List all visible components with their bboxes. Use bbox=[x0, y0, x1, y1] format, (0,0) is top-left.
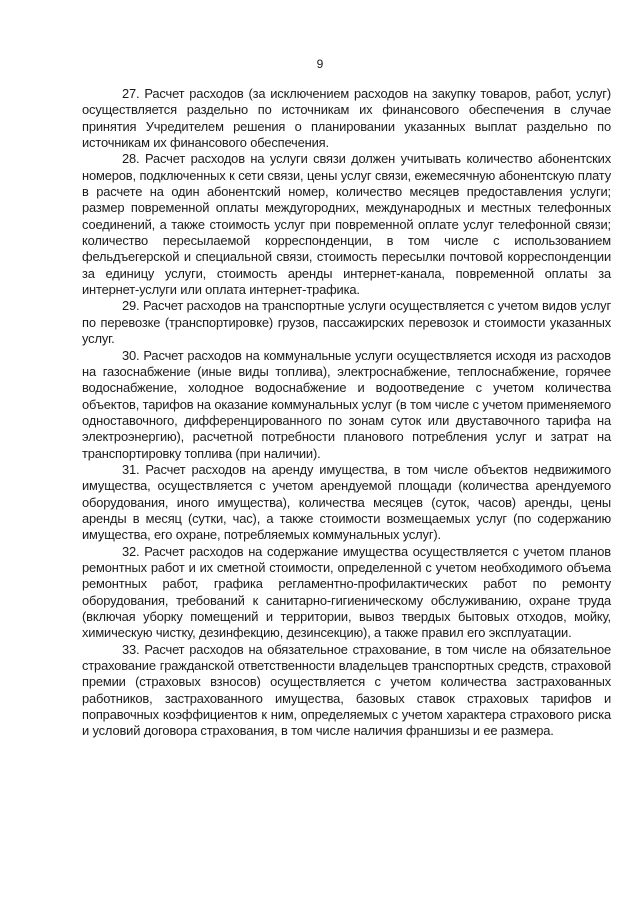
paragraph-27: 27. Расчет расходов (за исключением расходов на закупку товаров, работ, услуг) осуществляется раздельно по источникам их финансового обеспечения в случае принятия Учредителем решения о планировании указанных выплат раздельно по источникам их финансового обеспечения. bbox=[82, 86, 611, 151]
paragraph-31: 31. Расчет расходов на аренду имущества, в том числе объектов недвижимого имущества, осуществляется с учетом арендуемой площади (количества арендуемого оборудования, иного имущества), количества месяцев (суток, часов) аренды, цены аренды в месяц (сутки, час), а также стоимости возмещаемых услуг (по содержанию имущества, его охране, потребляемых коммунальных услуг). bbox=[82, 461, 611, 543]
paragraph-30: 30. Расчет расходов на коммунальные услуги осуществляется исходя из расходов на газоснабжение (иные виды топлива), электроснабжение, теплоснабжение, горячее водоснабжение, холодное водоснабжение и водоотведение с учетом количества объектов, тарифов на оказание коммунальных услуг (в том числе с учетом применяемого одноставочного, дифференцированного по зонам суток или двуставочного тарифа на электроэнергию), расчетной потребности планового потребления услуг и затрат на транспортировку топлива (при наличии). bbox=[82, 347, 611, 461]
paragraph-28: 28. Расчет расходов на услуги связи должен учитывать количество абонентских номеров, подключенных к сети связи, цены услуг связи, ежемесячную абонентскую плату в расчете на один абонентский номер, количество месяцев предоставления услуги; размер повременной оплаты междугородних, международных и местных телефонных соединений, а также стоимость услуг при повременной оплате услуг телефонной связи; количество пересылаемой корреспонденции, в том числе с использованием фельдъегерской и специальной связи, стоимость пересылки почтовой корреспонденции за единицу услуги, стоимость аренды интернет-канала, повременной оплаты за интернет-услуги или оплата интернет-трафика. bbox=[82, 151, 611, 298]
page-number: 9 bbox=[316, 57, 324, 71]
document-body bbox=[82, 86, 611, 740]
paragraph-29: 29. Расчет расходов на транспортные услуги осуществляется с учетом видов услуг по перевозке (транспортировке) грузов, пассажирских перевозок и стоимости указанных услуг. bbox=[82, 298, 611, 347]
paragraph-33: 33. Расчет расходов на обязательное страхование, в том числе на обязательное страхование гражданской ответственности владельцев транспортных средств, страховой премии (страховых взносов) осуществляется с учетом количества застрахованных работников, застрахованного имущества, базовых ставок страховых тарифов и поправочных коэффициентов к ним, определяемых с учетом характера страхового риска и условий договора страхования, в том числе наличия франшизы и ее размера. bbox=[82, 641, 611, 739]
paragraph-32: 32. Расчет расходов на содержание имущества осуществляется с учетом планов ремонтных работ и их сметной стоимости, определенной с учетом необходимого объема ремонтных работ, графика регламентно-профилактических работ по ремонту оборудования, требований к санитарно-гигиеническому обслуживанию, охране труда (включая уборку помещений и территории, вывоз твердых бытовых отходов, мойку, химическую чистку, дезинфекцию, дезинсекцию), а также правил его эксплуатации. bbox=[82, 543, 611, 641]
